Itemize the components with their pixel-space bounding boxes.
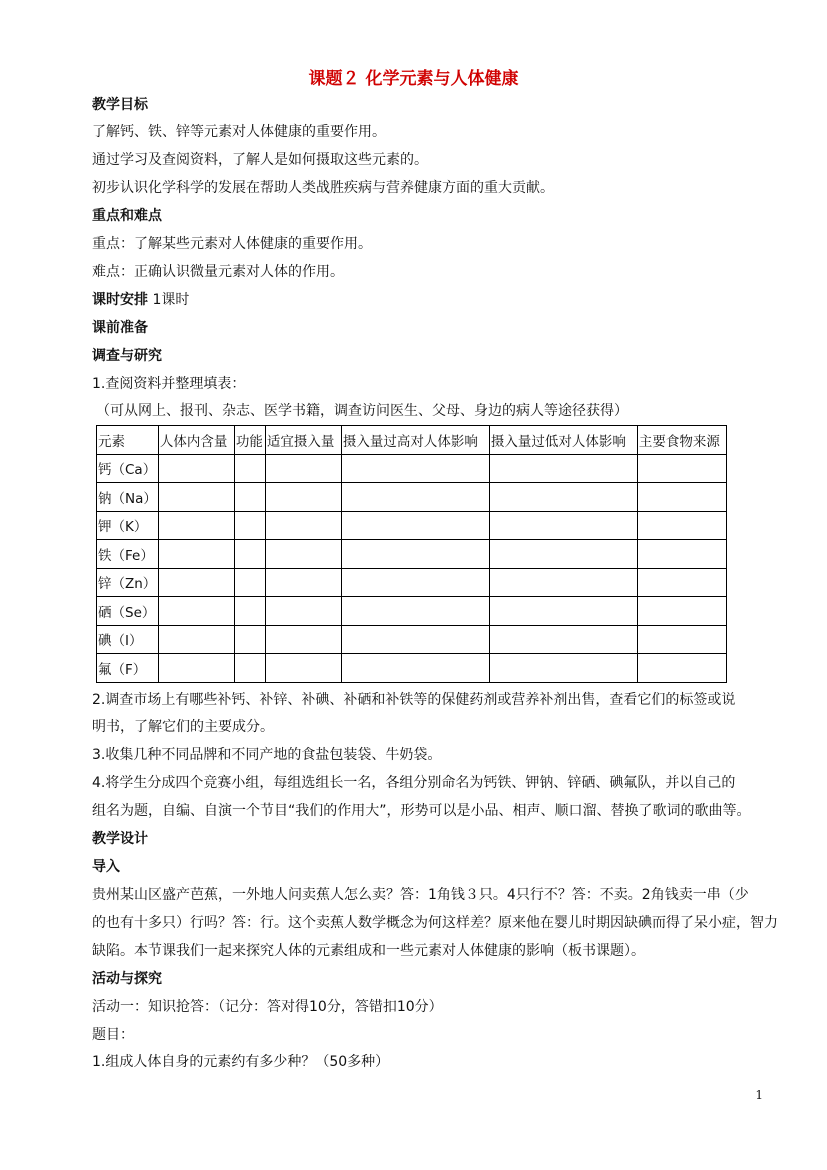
element-cell: 氟（F） [97,654,159,683]
item-2-line-1: 2.调查市场上有哪些补钙、补锌、补碘、补硒和补铁等的保健药剂或营养补剂出售，查看它们的标签或说 [92,692,736,708]
key-point-1: 重点：了解某些元素对人体健康的重要作用。 [92,236,372,252]
prep-heading: 课前准备 [92,320,148,336]
element-survey-table [96,425,727,683]
goal-2: 通过学习及查阅资料，了解人是如何摄取这些元素的。 [92,152,428,168]
table-row [97,540,727,569]
header-cell: 适宜摄入量 [265,426,341,455]
table-row [97,654,727,683]
item-3: 3.收集几种不同品牌和不同产地的食盐包装袋、牛奶袋。 [92,747,442,763]
page-number: 1 [755,1088,763,1102]
table-row [97,625,727,654]
key-point-2: 难点：正确认识微量元素对人体的作用。 [92,264,344,280]
table-row [97,454,727,483]
design-heading: 教学设计 [92,831,148,847]
element-cell: 碘（I） [97,625,159,654]
element-cell: 钾（K） [97,511,159,540]
schedule-label: 课时安排 [92,292,148,308]
element-cell: 钙（Ca） [97,454,159,483]
activity-1: 活动一：知识抢答：（记分：答对得10分，答错扣10分） [92,999,443,1015]
item-4-line-2: 组名为题，自编、自演一个节目“我们的作用大”，形势可以是小品、相声、顺口溜、替换了歌词的歌曲等。 [92,803,751,819]
schedule-line [92,290,189,310]
key-heading: 重点和难点 [92,208,162,224]
element-cell: 硒（Se） [97,597,159,626]
intro-line-3: 缺陷。本节课我们一起来探究人体的元素组成和一些元素对人体健康的影响（板书课题）。 [92,943,645,959]
element-cell: 钠（Na） [97,483,159,512]
intro-heading: 导入 [92,859,120,875]
header-cell: 元素 [97,426,159,455]
header-cell: 摄入量过低对人体影响 [489,426,637,455]
intro-line-2: 的也有十多只）行吗？答：行。这个卖蕉人数学概念为何这样差？原来他在婴儿时期因缺碘而得了呆小症，智力 [92,915,778,931]
intro-line-1: 贵州某山区盛产芭蕉，一外地人问卖蕉人怎么卖？答：1角钱３只。4只行不？答：不卖。2角钱卖一串（少 [92,887,749,903]
table-row [97,568,727,597]
goal-1: 了解钙、铁、锌等元素对人体健康的重要作用。 [92,124,386,140]
page-title: 课题２ 化学元素与人体健康 [308,69,519,89]
goal-3: 初步认识化学科学的发展在帮助人类战胜疾病与营养健康方面的重大贡献。 [92,180,554,196]
header-cell: 人体内含量 [158,426,234,455]
header-cell: 摄入量过高对人体影响 [341,426,489,455]
item-1-note: （可从网上、报刊、杂志、医学书籍，调查访问医生、父母、身边的病人等途径获得） [96,403,628,419]
table-row [97,483,727,512]
item-4-line-1: 4.将学生分成四个竞赛小组，每组选组长一名，各组分别命名为钙铁、钾钠、锌硒、碘氟队，并以自己的 [92,775,736,791]
element-cell: 锌（Zn） [97,568,159,597]
table-row [97,511,727,540]
table-row [97,597,727,626]
activity-heading: 活动与探究 [92,971,162,987]
item-1: 1.查阅资料并整理填表： [92,376,246,392]
header-cell: 功能 [234,426,265,455]
header-cell: 主要食物来源 [637,426,726,455]
question-label: 题目： [92,1027,134,1043]
table-header-row [97,426,727,455]
research-heading: 调查与研究 [92,348,162,364]
element-cell: 铁（Fe） [97,540,159,569]
item-2-line-2: 明书，了解它们的主要成分。 [92,719,274,735]
schedule-value: 1课时 [152,292,190,308]
goals-heading: 教学目标 [92,97,148,113]
question-1: 1.组成人体自身的元素约有多少种？（50多种） [92,1054,390,1070]
